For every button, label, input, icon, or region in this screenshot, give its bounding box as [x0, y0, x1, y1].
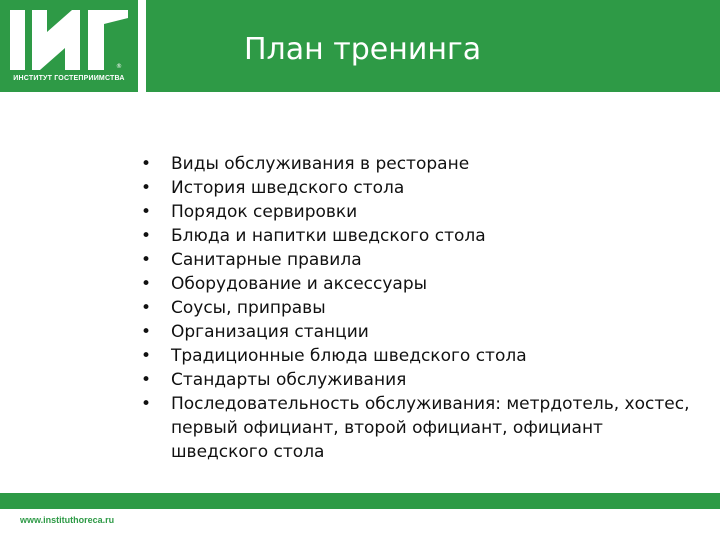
- agenda-item-text: Оборудование и аксессуары: [171, 274, 428, 294]
- agenda-item-text: Стандарты обслуживания: [171, 370, 407, 390]
- agenda-item: [140, 248, 705, 272]
- bullet: •: [140, 250, 152, 270]
- agenda-item: [140, 224, 705, 248]
- bullet: •: [140, 202, 152, 222]
- bullet: •: [140, 370, 152, 390]
- bullet: •: [140, 154, 152, 174]
- agenda-item-text: Виды обслуживания в ресторане: [171, 154, 470, 174]
- agenda-item-text: История шведского стола: [171, 178, 405, 198]
- agenda-item-text: Организация станции: [171, 322, 369, 342]
- bullet: •: [140, 178, 152, 198]
- agenda-item-text: Порядок сервировки: [171, 202, 358, 222]
- agenda-item-text: Санитарные правила: [171, 250, 362, 270]
- agenda-item: [140, 320, 705, 344]
- agenda-list: [140, 152, 705, 464]
- bullet: •: [140, 274, 152, 294]
- ig-monogram-icon: [10, 10, 128, 70]
- agenda-item-text: Традиционные блюда шведского стола: [171, 346, 527, 366]
- agenda-item: [140, 296, 705, 320]
- logo: [0, 0, 138, 92]
- agenda-item: [140, 176, 705, 200]
- agenda-item: [140, 392, 705, 464]
- bullet: •: [140, 322, 152, 342]
- agenda-item: [140, 344, 705, 368]
- bullet: •: [140, 346, 152, 366]
- agenda-item: [140, 152, 705, 176]
- agenda-item-text: Соусы, приправы: [171, 298, 326, 318]
- agenda-item-text: Последовательность обслуживания: метрдотель, хостес, первый официант, второй официант, официант шведского стола: [171, 394, 690, 462]
- page-title: План тренинга: [244, 32, 482, 67]
- footer-bar: [0, 493, 720, 509]
- website-link[interactable]: www.instituthoreca.ru: [20, 515, 115, 525]
- bullet: •: [140, 226, 152, 246]
- agenda-item: [140, 272, 705, 296]
- agenda-item-text: Блюда и напитки шведского стола: [171, 226, 486, 246]
- agenda-item: [140, 368, 705, 392]
- title-bar: [146, 0, 720, 92]
- registered-mark: ®: [116, 63, 122, 70]
- agenda-item: [140, 200, 705, 224]
- bullet: •: [140, 394, 152, 414]
- logo-caption: ИНСТИТУТ ГОСТЕПРИИМСТВА: [13, 75, 125, 82]
- bullet: •: [140, 298, 152, 318]
